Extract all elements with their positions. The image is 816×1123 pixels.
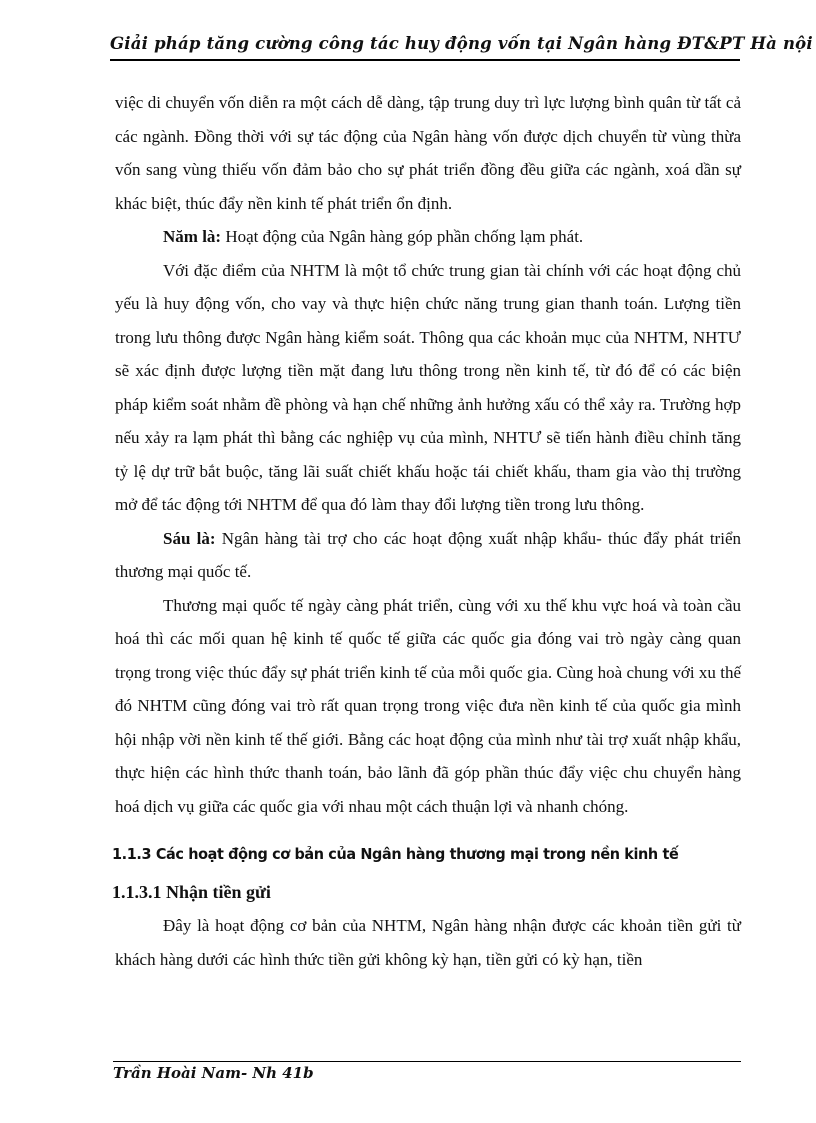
page-body [112,86,741,976]
paragraph-sixth-role [115,522,741,589]
section-heading-1-1-3-1: 1.1.3.1 Nhận tiền gửi [112,882,271,902]
paragraph-text-sixth: Ngân hàng tài trợ cho các hoạt động xuất nhập khẩu- thúc đẩy phát triển thương mại quốc tế. [115,528,741,581]
paragraph-lead-sixth: Sáu là: [163,528,216,548]
paragraph-fifth-role [115,220,741,254]
running-header: Giải pháp tăng cường công tác huy động vốn tại Ngân hàng ĐT&PT Hà nội [110,34,813,53]
footer-divider [113,1061,741,1062]
paragraph-inflation-control: Với đặc điểm của NHTM là một tổ chức trung gian tài chính với các hoạt động chủ yếu là huy động vốn, cho vay và thực hiện chức năng trung gian thanh toán. Lượng tiền trong lưu thông được Ngân hàng kiểm soát. Thông qua các khoản mục của NHTM, NHTƯ sẽ xác định được lượng tiền mặt đang lưu thông trong nền kinh tế, từ đó để có các biện pháp kiểm soát nhằm đề phòng và hạn chế những ảnh hưởng xấu có thể xảy ra. Trường hợp nếu xảy ra lạm phát thì bằng các nghiệp vụ của mình, NHTƯ sẽ tiến hành điều chỉnh tăng tỷ lệ dự trữ bắt buộc, tăng lãi suất chiết khấu hoặc tái chiết khấu, tham gia vào thị trường mở để tác động tới NHTM để qua đó làm thay đổi lượng tiền trong lưu thông. [115,260,741,514]
paragraph-deposits: Đây là hoạt động cơ bản của NHTM, Ngân hàng nhận được các khoản tiền gửi từ khách hàng dưới các hình thức tiền gửi không kỳ hạn, tiền gửi có kỳ hạn, tiền [115,916,741,969]
paragraph-capital-movement: việc di chuyển vốn diễn ra một cách dễ dàng, tập trung duy trì lực lượng bình quân từ tất cả các ngành. Đồng thời với sự tác động của Ngân hàng vốn được dịch chuyển từ vùng thừa vốn sang vùng thiếu vốn đảm bảo cho sự phát triển đồng đều giữa các ngành, xoá dần sự khác biệt, thúc đẩy nền kinh tế phát triển ổn định. [115,93,741,213]
section-heading-1-1-3: 1.1.3 Các hoạt động cơ bản của Ngân hàng thương mại trong nền kinh tế [112,845,679,863]
running-footer: Trần Hoài Nam- Nh 41b [113,1064,314,1082]
paragraph-international-trade: Thương mại quốc tế ngày càng phát triển, cùng với xu thế khu vực hoá và toàn cầu hoá thì các mối quan hệ kinh tế quốc tế giữa các quốc gia đóng vai trò ngày càng quan trọng trong việc thúc đẩy sự phát triển kinh tế của mỗi quốc gia. Cùng hoà chung với xu thế đó NHTM cũng đóng vai trò rất quan trọng trong việc đưa nền kinh tế của quốc gia mình hội nhập vời nền kinh tế thế giới. Bằng các hoạt động của mình như tài trợ xuất nhập khẩu, thực hiện các hình thức thanh toán, bảo lãnh đã góp phần thúc đẩy việc chu chuyển hàng hoá dịch vụ giữa các quốc gia với nhau một cách thuận lợi và nhanh chóng. [115,595,741,816]
paragraph-text-fifth: Hoạt động của Ngân hàng góp phần chống lạm phát. [221,227,584,246]
header-divider [110,59,740,61]
paragraph-lead-fifth: Năm là: [163,227,222,246]
